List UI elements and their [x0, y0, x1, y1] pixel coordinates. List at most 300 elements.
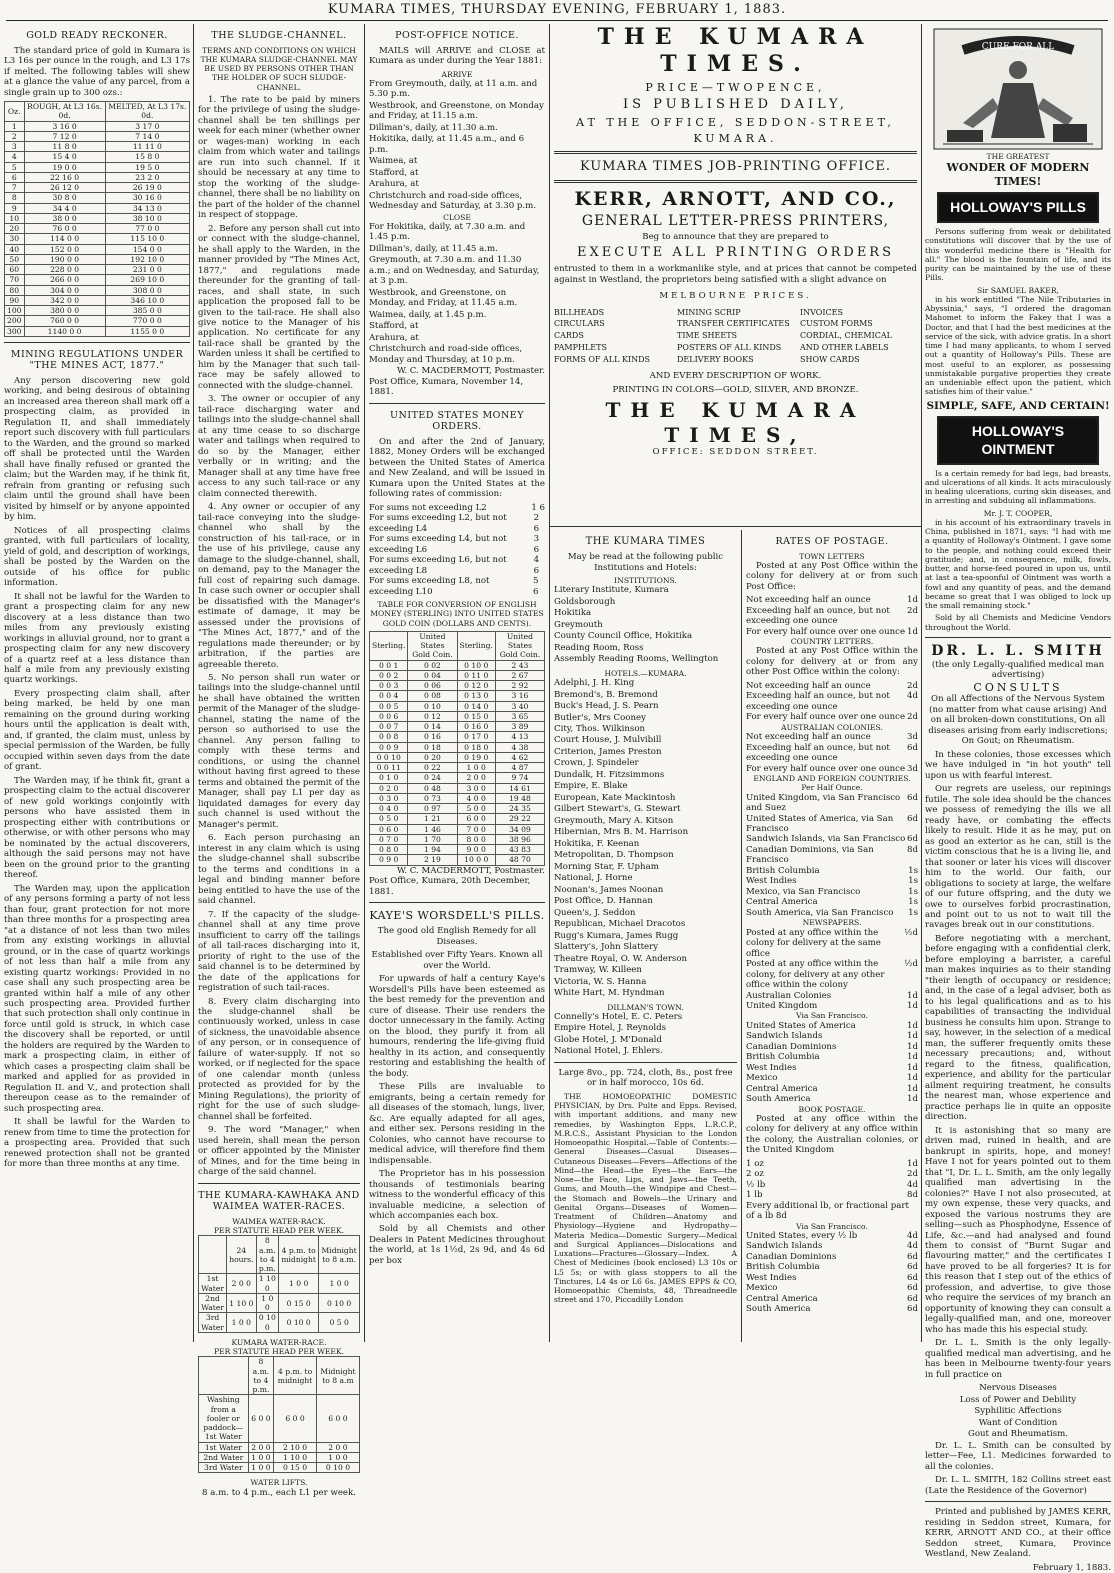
via-rates: [746, 1021, 918, 1105]
table-cell: 2nd Water: [199, 1293, 227, 1313]
table-cell: 40: [5, 244, 25, 254]
gold-table: [4, 101, 190, 337]
rate-value: 1s: [908, 897, 918, 908]
table-cell: 1 21: [408, 814, 457, 824]
mining-title: MINING REGULATIONS UNDER "THE MINES ACT, 1877.": [10, 348, 184, 372]
sludge-text: [198, 95, 360, 1178]
rate-line: [746, 1294, 918, 1304]
table-cell: 34 4 0: [24, 203, 105, 213]
table-cell: 4: [5, 152, 25, 162]
table-cell: 1 0 0: [248, 1452, 274, 1462]
times-price: PRICE—TWOPENCE,: [645, 80, 826, 94]
table-cell: 0 14: [408, 722, 457, 732]
gold-row: [5, 183, 190, 193]
arrive-list: [369, 79, 545, 212]
table-cell: 15 8 0: [105, 152, 189, 162]
printable-item: BILLHEADS: [554, 307, 605, 317]
gold-row: [5, 213, 190, 223]
lifts-title: WATER LIFTS.: [250, 1478, 308, 1488]
table-cell: 154 0 0: [105, 244, 189, 254]
institution-item: Assembly Reading Rooms, Wellington: [554, 654, 719, 665]
imprint: Printed and published by JAMES KERR, residing in Seddon street, Kumara, for KERR, ARNOTT AND CO., at their office Seddon street, Kumara, Province Westland, New Zealand.: [925, 1507, 1111, 1560]
post-signature: W. C. MACDERMOTT, Postmaster.: [397, 366, 545, 377]
table-cell: 0 15 0: [457, 711, 495, 721]
entrusted-text: entrusted to them in a workmanlike style, and at prices that cannot be competed against in Westland, the proprietors being satisfied with a slight advance on: [554, 264, 917, 285]
rate-line: [746, 1052, 918, 1062]
hotel-item: Slattery's, John Slattery: [554, 942, 659, 953]
table-cell: 34 13 0: [105, 203, 189, 213]
australian-rates: [746, 732, 918, 774]
emblem-text: CURE FOR ALL: [981, 42, 1055, 52]
table-header-cell: [199, 1357, 249, 1395]
mining-paragraph: It shall be lawful for the Warden to renew from time to time the protection for a prospecting area. Provided that such renewed protection shall not be granted for more than three months at any time.: [4, 1117, 190, 1170]
sludge-paragraph: 6. Each person purchasing an interest in any claim which is using the sludge-channel shall subscribe to the terms and conditions in a legal and binding manner before being entitled to have the use of the said channel.: [198, 833, 360, 907]
table-cell: 60: [5, 265, 25, 275]
printable-item: CORDIAL, CHEMICAL: [800, 331, 892, 341]
rate-value: 1d: [907, 1094, 918, 1105]
smith-title: DR. L. L. SMITH: [931, 642, 1105, 659]
via-label: Via San Francisco.: [796, 1011, 868, 1021]
table-cell: 1140 0 0: [24, 326, 105, 336]
gold-row: [5, 203, 190, 213]
table-cell: 760 0 0: [24, 316, 105, 326]
melted-header: MELTED, At L3 17s. 0d.: [105, 102, 189, 122]
rate-line: [746, 908, 918, 918]
table-cell: 0 13 0: [457, 691, 495, 701]
kaye-paragraph: Sold by all Chemists and other Dealers in Patent Medicines throughout the world, at 1s 1½d, 2s 9d, and 4s 6d per box: [369, 1224, 545, 1266]
rate-value: 2 6: [533, 513, 540, 534]
mining-text: [4, 376, 190, 1170]
table-cell: 0 1 0: [370, 773, 408, 783]
rate-value: 2d: [907, 1169, 918, 1180]
close-item: Arahura, at: [369, 332, 419, 343]
table-cell: 20: [5, 224, 25, 234]
gold-title: GOLD READY RECKONER.: [26, 30, 168, 41]
rate-value: 2d: [907, 712, 918, 723]
conversion-row: [370, 814, 545, 824]
hotel-item: City, Thos. Wilkinson: [554, 723, 646, 734]
table-cell: 9 74: [495, 773, 544, 783]
hotel-item: Adelphi, J. H. King: [554, 678, 635, 689]
hotel-item: European, Kate Mackintosh: [554, 792, 676, 803]
kaye-paragraph: For upwards of half a century Kaye's Worsdell's Pills have been esteemed as the best remedy for the prevention and cure of disease. Their use renders the doctor unnecessary in the family. Acting on the blood, they purify it from all humours, rendering the life-giving fluid healthy in its action, and consequently restoring and establishing the health of the body.: [369, 974, 545, 1079]
table-cell: 385 0 0: [105, 306, 189, 316]
table-cell: 5: [5, 162, 25, 172]
rate-value: 6d: [907, 742, 918, 753]
printable-item: CUSTOM FORMS: [800, 319, 873, 329]
table-cell: 266 0 0: [24, 275, 105, 285]
rate-line: [746, 1262, 918, 1272]
table-cell: 0 0 4: [370, 691, 408, 701]
country-rates: [746, 681, 918, 723]
dillman-hotel-item: Empire Hotel, J. Reynolds: [554, 1023, 667, 1034]
rate-value: 8d: [907, 844, 918, 855]
rate-label: Canadian Dominions: [746, 1041, 837, 1052]
smith-letter: Dr. L. L. Smith can be consulted by letter—Fee, L1. Medicines forwarded to all the colonies.: [925, 1440, 1111, 1472]
rate-label: Mexico: [746, 1283, 778, 1294]
kawhaka-title: THE KUMARA-KAWHAKA AND WAIMEA WATER-RACES.: [198, 1189, 360, 1213]
printable-item: FORMS OF ALL KINDS: [554, 354, 650, 364]
rate-label: 1 lb: [746, 1190, 763, 1201]
table-cell: 0 0 1: [370, 660, 408, 670]
table-cell: 22 16 0: [24, 172, 105, 182]
table-cell: 2 0 0: [316, 1442, 359, 1452]
book-intro: Posted at any office within the colony for delivery at any office within the colony, the Australian colonies, or the United Kingdom: [746, 1113, 918, 1156]
hotel-item: National, J. Horne: [554, 873, 633, 884]
rate-value: 6d: [907, 1304, 918, 1315]
printable-item: INVOICES: [800, 307, 843, 317]
table-cell: 7 14 0: [105, 131, 189, 141]
country-intro: Posted at any Post Office within the colony for delivery at or from any other Post Office within the colony:: [746, 646, 918, 678]
rate-line: [746, 1190, 918, 1200]
close-label: CLOSE: [443, 212, 471, 222]
rate-value: 1d: [907, 1158, 918, 1169]
column-postage: [746, 530, 918, 1342]
rate-line: [746, 1159, 918, 1169]
smith-paragraph: In these colonies, those excesses which we have indulged in "in hot youth" tell upon us with fearful interest.: [925, 749, 1111, 781]
ointment-text: Is a certain remedy for bad legs, bad breasts, and ulcerations of all kinds. It acts miraculously in healing ulcerations, curing skin diseases, and in arresting and subduing all inflammations.: [925, 468, 1111, 506]
table-cell: 1 0 0: [227, 1313, 256, 1333]
table-cell: 0 11 0: [457, 670, 495, 680]
smith-paragraph: Dr. L. L. Smith is the only legally-qualified medical man advertising, and he has been in Melbourne twenty-four years in full practice on: [925, 1338, 1111, 1380]
column-holloway-smith: [925, 24, 1111, 1573]
table-cell: 0 97: [408, 804, 457, 814]
times-footer-title: THE KUMARA TIMES,: [605, 398, 866, 447]
smith-paragraph: Our regrets are useless, our repinings futile. The sole idea should be the chances we possess of remedying the ills we all ready have, or combating the effects likely to result. Hide it as he may, put on as good an exterior as he can, still is the victim conscious that he is a living lie, and that sooner or later his vices will discover him to the world. Our faith, our obligations to society at large, the welfare of our future offspring, and the duty we owe to ourselves forbid procrastination, and point out to us not to wait till the ravages break out in our constitutions.: [925, 784, 1111, 931]
table-header-cell: United States Gold Coin.: [408, 631, 457, 660]
rate-value: 1s: [908, 886, 918, 897]
table-cell: 38 0 0: [24, 213, 105, 223]
table-cell: 30: [5, 234, 25, 244]
table-cell: 0 24: [408, 773, 457, 783]
conversion-row: [370, 660, 545, 670]
rate-value: 1d: [907, 990, 918, 1001]
table-cell: 4 38: [495, 742, 544, 752]
simple-text: SIMPLE, SAFE, AND CERTAIN!: [926, 399, 1110, 412]
rate-label: ½ lb: [746, 1179, 766, 1190]
beg-line: Beg to announce that they are prepared to: [642, 231, 829, 242]
rule: [925, 1501, 1111, 1502]
conversion-row: [370, 804, 545, 814]
table-cell: 26 12 0: [24, 183, 105, 193]
table-cell: 4 13: [495, 732, 544, 742]
rate-line: [746, 834, 918, 844]
gold-row: [5, 265, 190, 275]
rate-value: 1d: [907, 1073, 918, 1084]
book-rates: [746, 1159, 918, 1201]
table-header-cell: 4 p.m. to midnight: [274, 1357, 317, 1395]
hotel-item: Dundalk, H. Fitzsimmons: [554, 769, 665, 780]
close-item: Stafford, at: [369, 321, 419, 332]
hotel-item: Greymouth, Mary A. Kitson: [554, 815, 674, 826]
book-label: BOOK POSTAGE.: [798, 1104, 866, 1114]
conversion-row: [370, 793, 545, 803]
table-header-cell: 8 a.m. to 4 p.m.: [256, 1236, 279, 1274]
rate-value: 2d: [907, 680, 918, 691]
rate-label: Canadian Dominions, via San Francisco: [746, 844, 874, 866]
conversion-row: [370, 855, 545, 865]
table-cell: Washing from a fooler or paddock—1st Water: [199, 1395, 249, 1442]
rate-line: [746, 1084, 918, 1094]
column-sludge: [198, 24, 361, 1498]
table-cell: 0 8 0: [370, 845, 408, 855]
hotel-item: Hokitika, F. Keenan: [554, 838, 640, 849]
table-cell: 43 83: [495, 845, 544, 855]
rate-value: 6d: [907, 813, 918, 824]
rate-label: For every half ounce over one ounce: [746, 712, 906, 723]
rate-line: [746, 691, 918, 712]
table-cell: 8: [5, 193, 25, 203]
arrive-item: Christchurch and road-side offices, Wednesday and Saturday, at 3.30 p.m.: [369, 190, 537, 212]
news-label: NEWSPAPERS.: [802, 918, 862, 928]
sludge-paragraph: 9. The word "Manager," when used herein, shall mean the person or officer appointed by the Minister of Mines, and for the time being in charge of the said channel.: [198, 1125, 360, 1178]
column-post: [369, 24, 545, 1342]
kumara-race-row: [199, 1452, 360, 1462]
double-rule: [554, 180, 917, 183]
smith-only: (the only Legally-qualified medical man advertising): [931, 659, 1105, 681]
rate-value: 5 6: [533, 576, 539, 597]
aus-label: AUSTRALIAN COLONIES.: [781, 722, 883, 732]
rate-label: British Columbia: [746, 865, 820, 876]
hotel-item: Court House, J. Mulvibill: [554, 735, 662, 746]
table-cell: 3 65: [495, 711, 544, 721]
gold-row: [5, 275, 190, 285]
table-cell: 0 20: [408, 752, 457, 762]
smith-paragraph: It is astonishing that so many are driven mad, ruined in health, and are bankrupt in spirits, hope, and money! Have I not for years pointed out to them that "I, Dr. L. L. Smith, am the only legally qualified man advertising in the colonies?" Have I not also prosecuted, at my own expense, these very quacks, and exposed the various nostrums they are selling—such as Phosphodyne, Essence of Life, &c.—and had analysed and found them to consist of "Burnt Sugar and flavouring matter," and the certificates I have proved to be all forgeries? It is for this reason that I step out of the ethics of profession, and advertise, to give those who require the services of my branch an opportunity of knowing they can consult a legally-qualified man, and one, moreover who has made this his especial study.: [925, 1125, 1111, 1335]
money-date: Post Office, Kumara, 20th December, 1881.: [369, 876, 531, 897]
table-cell: 34 09: [495, 824, 544, 834]
printable-item: TIME SHEETS: [677, 331, 738, 341]
hotel-item: Crown, J. Spindeler: [554, 758, 639, 769]
institution-item: Greymouth: [554, 619, 603, 630]
table-cell: 70: [5, 275, 25, 285]
table-cell: 1 10 0: [256, 1274, 279, 1294]
table-cell: 0 06: [408, 681, 457, 691]
rule: [550, 526, 921, 527]
cooper-text: in his account of his extraordinary travels in China, published in 1871, says: "I had with me a quantity of Holloway's Ointment. I gave some to the people, and nothing could exceed their gratitude; and, in consequence, milk, fowls, butter, and horse-feed poured in upon us, until at last a tea-spoonful of Ointment was worth a fowl and any quantity of peas, and the demand became so great that I was obliged to lock up the small remaining stock.": [925, 517, 1111, 611]
rate-value: 6d: [907, 1293, 918, 1304]
rate-line: [369, 555, 545, 576]
table-cell: 19 0 0: [24, 162, 105, 172]
table-cell: 152 0 0: [24, 244, 105, 254]
rate-line: [746, 606, 918, 627]
table-cell: 0 5 0: [370, 814, 408, 824]
table-cell: 0 12: [408, 711, 457, 721]
rate-label: United Kingdom, via San Francisco and Suez: [746, 792, 901, 814]
smith-list: [925, 1383, 1111, 1439]
table-cell: 0 9 0: [370, 855, 408, 865]
rate-value: 1d: [907, 626, 918, 637]
table-cell: 2 0 0: [227, 1274, 256, 1294]
firm-subtitle: GENERAL LETTER-PRESS PRINTERS,: [581, 212, 890, 229]
printable-item: PAMPHLETS: [554, 342, 607, 352]
table-cell: 1: [5, 121, 25, 131]
table-cell: 77 0 0: [105, 224, 189, 234]
table-cell: 0 16 0: [457, 722, 495, 732]
table-cell: 1155 0 0: [105, 326, 189, 336]
rate-value: 4d: [907, 1241, 918, 1252]
rate-value: 6d: [907, 792, 918, 803]
table-cell: 2nd Water: [199, 1452, 249, 1462]
table-cell: 0 18: [408, 742, 457, 752]
times-title: THE KUMARA TIMES.: [597, 24, 874, 77]
times-office: AT THE OFFICE, SEDDON-STREET,: [576, 115, 895, 129]
rate-line: [746, 1094, 918, 1104]
rate-label: United States of America: [746, 1020, 856, 1031]
table-cell: 30 8 0: [24, 193, 105, 203]
gold-row: [5, 295, 190, 305]
gold-row: [5, 142, 190, 152]
arrive-item: Westbrook, and Greenstone, on Monday and Friday, at 11.15 a.m.: [369, 100, 544, 122]
table-cell: 0 04: [408, 670, 457, 680]
dillman-hotel-item: Globe Hotel, J. M'Donald: [554, 1034, 662, 1045]
close-item: Westbrook, and Greenstone, on Monday, and Friday, at 11.45 a.m.: [369, 287, 518, 309]
rate-line: [746, 845, 918, 866]
table-cell: 38 10 0: [105, 213, 189, 223]
kaye-text: [369, 974, 545, 1266]
rate-label: Sandwich Islands: [746, 1241, 823, 1252]
rate-value: 1s: [908, 907, 918, 918]
rate-line: [746, 928, 918, 959]
sold-text: Sold by all Chemists and Medicine Vendors throughout the World.: [925, 613, 1111, 632]
melbourne-prices: MELBOURNE PRICES.: [659, 291, 812, 302]
table-cell: 114 0 0: [24, 234, 105, 244]
town-label: TOWN LETTERS: [799, 551, 865, 561]
table-cell: 1 10 0: [227, 1293, 256, 1313]
masthead: KUMARA TIMES, THURSDAY EVENING, FEBRUARY 1, 1883.: [327, 2, 787, 17]
conversion-title: TABLE FOR CONVERSION OF ENGLISH MONEY (STERLING) INTO UNITED STATES GOLD COIN (DOLLARS AND CENTS).: [370, 600, 544, 628]
hotel-item: Buck's Head, J. S. Pearn: [554, 701, 659, 712]
close-item: Waimea, daily, at 1.45 p.m.: [369, 309, 487, 320]
printable-item: TRANSFER CERTIFICATES: [677, 319, 790, 329]
table-cell: 2 10 0: [274, 1442, 317, 1452]
rate-label: Central America: [746, 897, 818, 908]
money-title: UNITED STATES MONEY ORDERS.: [390, 409, 524, 433]
table-cell: 228 0 0: [24, 265, 105, 275]
rate-label: For sums exceeding L2, but not exceeding L4: [369, 513, 507, 534]
rate-label: United Kingdom: [746, 1001, 818, 1011]
table-cell: 10: [5, 213, 25, 223]
table-cell: 0 0 7: [370, 722, 408, 732]
table-cell: 4 87: [495, 763, 544, 773]
hotel-item: Theatre Royal, O. W. Anderson: [554, 953, 688, 964]
table-cell: 231 0 0: [105, 265, 189, 275]
table-cell: 1 0 0: [279, 1274, 319, 1294]
readat-title: THE KUMARA TIMES: [585, 536, 706, 547]
hotels-label: HOTELS.—KUMARA.: [604, 668, 687, 678]
rate-value: 1d: [907, 1031, 918, 1042]
rate-label: For every half ounce over one ounce: [746, 763, 906, 774]
smith-list-item: Syphilitic Affections: [974, 1406, 1062, 1417]
rate-line: [746, 897, 918, 907]
table-cell: 6 0 0: [316, 1395, 359, 1442]
table-cell: 7 0 0: [457, 824, 495, 834]
institution-item: Hokitika: [554, 608, 592, 619]
rate-line: [746, 793, 918, 814]
table-header-cell: Sterling.: [370, 631, 408, 660]
table-cell: 2 0 0: [457, 773, 495, 783]
table-cell: 0 48: [408, 783, 457, 793]
table-cell: 30 16 0: [105, 193, 189, 203]
table-cell: 0 16: [408, 732, 457, 742]
close-item: Greymouth, at 7.30 a.m. and 11.30 a.m.; and on Wednesday, and Saturday, at 3 p.m.: [369, 255, 540, 287]
mining-paragraph: Notices of all prospecting claims granted, with full particulars of locality, yield of gold, and description of workings, shall be posted by the Warden on the outside of his office for public information.: [4, 525, 190, 589]
kaye-paragraph: The Proprietor has in his possession thousands of testimonials bearing witness to the wonderful efficacy of this invaluable medicine, a selection of which accompanies each box.: [369, 1169, 545, 1221]
gold-intro: The standard price of gold in Kumara is L3 16s per ounce in the rough, and L3 17s if melted. The following tables will shew at a glance the value of any parcel, from a single grain up to 300 ozs.:: [4, 45, 190, 98]
table-cell: 14 61: [495, 783, 544, 793]
table-cell: 2: [5, 131, 25, 141]
kaye-established: Established over Fifty Years. Known all over the World.: [371, 950, 543, 971]
rate-line: [746, 764, 918, 774]
eng-label: ENGLAND AND FOREIGN COUNTRIES. Per Half Ounce.: [753, 774, 911, 793]
table-cell: 0 10 0: [256, 1313, 279, 1333]
rate-label: Sandwich Islands: [746, 1031, 823, 1042]
kumara-race-row: [199, 1442, 360, 1452]
close-list: [369, 222, 545, 365]
dillman-hotel-item: Connelly's Hotel, E. C. Peters: [554, 1011, 683, 1022]
arrive-item: Waimea, at: [369, 156, 418, 167]
sludge-paragraph: 5. No person shall run water or tailings into the sludge-channel until he shall have obtained the written permit of the Manager of the sludge-channel, stating the name of the person so authorised to use the channel. Any person failing to comply with these terms and conditions, or using the channel without having first agreed to these terms and obtained the permit of the Manager, shall pay L1 per day as liquidated damages for every day such channel is used without the Manager's permit.: [198, 672, 360, 830]
post-title: POST-OFFICE NOTICE.: [395, 30, 519, 41]
table-cell: 7 12 0: [24, 131, 105, 141]
lifts-text: 8 a.m. to 4 p.m., each L1 per week.: [202, 1487, 356, 1498]
money-intro: On and after the 2nd of January, 1882, Money Orders will be exchanged between the United States of America and New Zealand, and will be issued in Kumara upon the United States at the following rates of commission:: [369, 436, 545, 500]
book-ad: Large 8vo., pp. 724, cloth, 8s., post free or in half morocco, 10s 6d.: [558, 1067, 733, 1089]
smith-address: Dr. L. L. SMITH, 182 Collins street east (Late the Residence of the Governor): [925, 1475, 1111, 1496]
conversion-row: [370, 763, 545, 773]
rate-line: [746, 1283, 918, 1293]
book-via-label: Via San Francisco.: [796, 1221, 868, 1231]
table-cell: 0 0 2: [370, 670, 408, 680]
rate-label: United States, every ½ lb: [746, 1230, 858, 1241]
rate-label: Exceeding half an ounce, but not exceeding one ounce: [746, 605, 890, 627]
waimea-title: WAIMEA WATER-RACK.: [232, 1216, 326, 1226]
hotel-item: Noonan's, James Noonan: [554, 884, 664, 895]
rate-line: [746, 1042, 918, 1052]
waimea-row: [199, 1293, 360, 1313]
close-item: Christchurch and road-side offices, Monday and Thursday, at 10 p.m.: [369, 344, 523, 365]
table-cell: 0 0 9: [370, 742, 408, 752]
rate-line: [746, 866, 918, 876]
arrive-label: ARRIVE: [441, 69, 473, 79]
conversion-table: [369, 631, 545, 866]
gold-row: [5, 162, 190, 172]
table-cell: 0 10 0: [319, 1293, 360, 1313]
rate-line: [746, 595, 918, 605]
table-cell: 24 35: [495, 804, 544, 814]
smith-list-item: Want of Condition: [978, 1417, 1058, 1428]
table-cell: 1 0 0: [248, 1463, 274, 1473]
smith-list-item: Nervous Diseases: [979, 1383, 1057, 1394]
conversion-row: [370, 845, 545, 855]
gold-row: [5, 234, 190, 244]
oz-header: Oz.: [5, 102, 25, 122]
table-header-cell: 24 hours.: [227, 1236, 256, 1274]
table-cell: 115 10 0: [105, 234, 189, 244]
rate-value: 4d: [907, 691, 918, 702]
rough-header: ROUGH, At L3 16s. 0d.: [24, 102, 105, 122]
column-gold-mining: [4, 24, 190, 1342]
kaye-paragraph: These Pills are invaluable to emigrants, being a certain remedy for all diseases of the stomach, lungs, liver, &c. Are equally adapted for all ages, and either sex. Persons residing in the Colonies, who cannot have recourse to medical advice, will therefore find them indispensable.: [369, 1082, 545, 1166]
rate-value: 6d: [907, 1283, 918, 1294]
rate-line: [746, 1180, 918, 1190]
table-cell: 3rd Water: [199, 1463, 249, 1473]
rate-value: 1d: [907, 595, 918, 606]
execute-line: EXECUTE ALL PRINTING ORDERS: [576, 245, 894, 261]
rate-label: South America, via San Francisco: [746, 907, 894, 918]
rule: [925, 637, 1111, 638]
book-extra: Every additional lb, or fractional part of a lb 8d: [746, 1200, 909, 1222]
